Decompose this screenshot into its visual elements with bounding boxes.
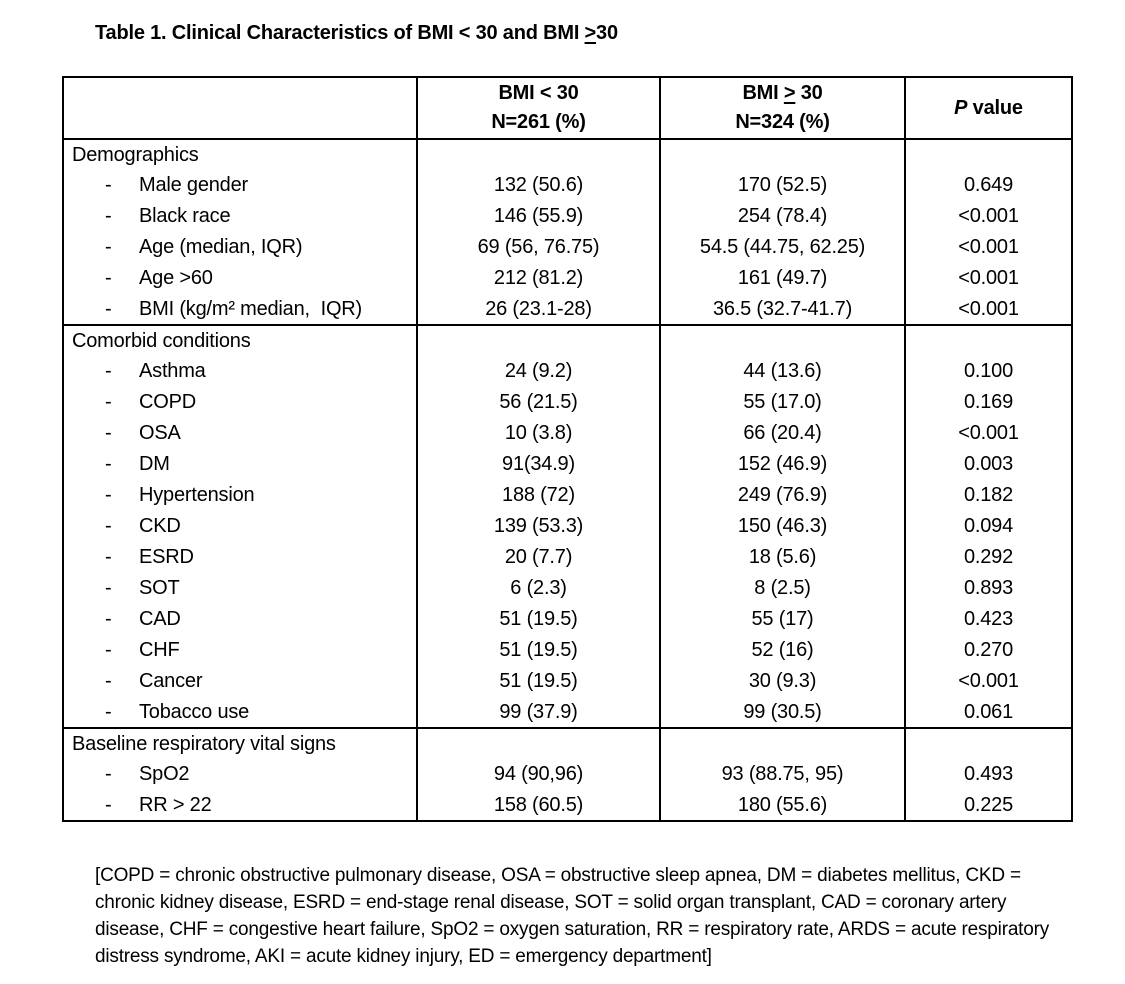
value-pvalue: 0.649	[905, 170, 1072, 201]
value-pvalue: <0.001	[905, 263, 1072, 294]
section-header-row	[63, 728, 1072, 759]
row-bullet: -	[105, 453, 112, 475]
value-bmi-lt30: 24 (9.2)	[417, 356, 660, 387]
value-bmi-lt30: 10 (3.8)	[417, 418, 660, 449]
row-label-cell	[63, 418, 417, 449]
row-label: DM	[139, 453, 170, 475]
row-label-cell	[63, 697, 417, 728]
row-label-cell	[63, 511, 417, 542]
table-row	[63, 542, 1072, 573]
row-label: Male gender	[139, 174, 248, 196]
value-bmi-lt30: 132 (50.6)	[417, 170, 660, 201]
row-label-cell	[63, 666, 417, 697]
header-bmi-ge30-line2: N=324 (%)	[735, 111, 830, 133]
value-bmi-lt30: 51 (19.5)	[417, 604, 660, 635]
row-bullet: -	[105, 670, 112, 692]
value-pvalue: 0.225	[905, 790, 1072, 821]
header-cell-empty	[63, 77, 417, 139]
value-bmi-lt30: 26 (23.1-28)	[417, 294, 660, 325]
row-label-cell	[63, 790, 417, 821]
table-row	[63, 418, 1072, 449]
table-row	[63, 604, 1072, 635]
section-label-cell: Baseline respiratory vital signs	[63, 728, 417, 759]
value-bmi-lt30: 20 (7.7)	[417, 542, 660, 573]
table-row	[63, 511, 1072, 542]
value-bmi-lt30: 69 (56, 76.75)	[417, 232, 660, 263]
row-label-cell	[63, 263, 417, 294]
value-bmi-ge30: 161 (49.7)	[660, 263, 905, 294]
row-label-cell	[63, 356, 417, 387]
section-header-row	[63, 139, 1072, 170]
header-bmi-ge30-line1: BMI > 30	[742, 82, 823, 104]
value-bmi-ge30: 8 (2.5)	[660, 573, 905, 604]
value-bmi-ge30: 54.5 (44.75, 62.25)	[660, 232, 905, 263]
row-label: ESRD	[139, 546, 194, 568]
empty-cell	[417, 728, 660, 759]
clinical-characteristics-table	[62, 76, 1073, 822]
table-row	[63, 170, 1072, 201]
table-row	[63, 480, 1072, 511]
row-label: CAD	[139, 608, 181, 630]
value-pvalue: 0.423	[905, 604, 1072, 635]
row-bullet: -	[105, 546, 112, 568]
row-label: Age (median, IQR)	[139, 236, 303, 258]
empty-cell	[660, 728, 905, 759]
section-label-cell: Comorbid conditions	[63, 325, 417, 356]
row-label: Asthma	[139, 360, 206, 382]
row-bullet: -	[105, 391, 112, 413]
value-bmi-lt30: 212 (81.2)	[417, 263, 660, 294]
value-pvalue: <0.001	[905, 418, 1072, 449]
row-bullet: -	[105, 639, 112, 661]
row-label-cell	[63, 201, 417, 232]
table-row	[63, 635, 1072, 666]
row-label: Black race	[139, 205, 231, 227]
value-bmi-ge30: 93 (88.75, 95)	[660, 759, 905, 790]
value-bmi-lt30: 188 (72)	[417, 480, 660, 511]
value-pvalue: 0.292	[905, 542, 1072, 573]
table-row	[63, 356, 1072, 387]
section-header-row	[63, 325, 1072, 356]
row-label-cell	[63, 759, 417, 790]
value-bmi-lt30: 146 (55.9)	[417, 201, 660, 232]
greater-equal-symbol: >	[783, 82, 796, 104]
table-row	[63, 387, 1072, 418]
value-pvalue: 0.893	[905, 573, 1072, 604]
row-label: SOT	[139, 577, 180, 599]
row-bullet: -	[105, 577, 112, 599]
empty-cell	[417, 139, 660, 170]
value-pvalue: 0.061	[905, 697, 1072, 728]
value-pvalue: 0.270	[905, 635, 1072, 666]
table-title	[95, 22, 1125, 45]
row-label: COPD	[139, 391, 196, 413]
row-label: Tobacco use	[139, 700, 250, 723]
row-bullet: -	[105, 515, 112, 537]
empty-cell	[417, 325, 660, 356]
value-pvalue: <0.001	[905, 232, 1072, 263]
row-bullet: -	[105, 422, 112, 444]
table-row	[63, 294, 1072, 325]
header-cell-pvalue: P value	[905, 77, 1072, 139]
empty-cell	[905, 325, 1072, 356]
value-bmi-lt30: 91(34.9)	[417, 449, 660, 480]
value-bmi-ge30: 180 (55.6)	[660, 790, 905, 821]
value-pvalue: 0.100	[905, 356, 1072, 387]
value-bmi-lt30: 51 (19.5)	[417, 635, 660, 666]
table-row	[63, 759, 1072, 790]
value-bmi-ge30: 30 (9.3)	[660, 666, 905, 697]
row-bullet: -	[105, 484, 112, 506]
row-bullet: -	[105, 174, 112, 196]
value-bmi-ge30: 150 (46.3)	[660, 511, 905, 542]
row-bullet: -	[105, 763, 112, 785]
row-label-cell	[63, 604, 417, 635]
value-bmi-lt30: 99 (37.9)	[417, 697, 660, 728]
value-bmi-ge30: 170 (52.5)	[660, 170, 905, 201]
table-row	[63, 232, 1072, 263]
row-label-cell	[63, 232, 417, 263]
header-row	[63, 77, 1072, 139]
row-label-cell	[63, 480, 417, 511]
value-bmi-lt30: 51 (19.5)	[417, 666, 660, 697]
row-bullet: -	[105, 608, 112, 630]
table-title-suffix: 30	[596, 22, 618, 44]
value-bmi-ge30: 152 (46.9)	[660, 449, 905, 480]
row-bullet: -	[105, 205, 112, 227]
header-cell-bmi-ge30	[660, 77, 905, 139]
value-bmi-ge30: 249 (76.9)	[660, 480, 905, 511]
pvalue-p-italic: P	[954, 96, 968, 119]
row-label-cell	[63, 294, 417, 325]
row-label: Hypertension	[139, 484, 255, 506]
row-label-cell	[63, 573, 417, 604]
value-bmi-ge30: 254 (78.4)	[660, 201, 905, 232]
value-bmi-ge30: 66 (20.4)	[660, 418, 905, 449]
value-pvalue: 0.169	[905, 387, 1072, 418]
value-pvalue: <0.001	[905, 294, 1072, 325]
table-row	[63, 666, 1072, 697]
value-bmi-ge30: 55 (17.0)	[660, 387, 905, 418]
value-bmi-ge30: 99 (30.5)	[660, 697, 905, 728]
empty-cell	[905, 139, 1072, 170]
value-bmi-lt30: 139 (53.3)	[417, 511, 660, 542]
table-row	[63, 201, 1072, 232]
row-label-cell	[63, 387, 417, 418]
row-bullet: -	[105, 700, 112, 723]
value-bmi-lt30: 158 (60.5)	[417, 790, 660, 821]
greater-equal-symbol: >	[584, 22, 597, 44]
row-label: CKD	[139, 515, 181, 537]
value-bmi-ge30: 36.5 (32.7-41.7)	[660, 294, 905, 325]
value-pvalue: 0.003	[905, 449, 1072, 480]
value-bmi-lt30: 94 (90,96)	[417, 759, 660, 790]
empty-cell	[905, 728, 1072, 759]
row-label-cell	[63, 449, 417, 480]
value-pvalue: <0.001	[905, 201, 1072, 232]
header-bmi-lt30-line2: N=261 (%)	[491, 111, 586, 133]
table-row	[63, 263, 1072, 294]
row-label: BMI (kg/m² median, IQR)	[139, 297, 363, 320]
row-label-cell	[63, 170, 417, 201]
row-bullet: -	[105, 793, 112, 816]
value-bmi-ge30: 52 (16)	[660, 635, 905, 666]
row-label: RR > 22	[139, 793, 212, 816]
header-cell-bmi-lt30	[417, 77, 660, 139]
row-label: CHF	[139, 639, 180, 661]
value-bmi-lt30: 56 (21.5)	[417, 387, 660, 418]
value-bmi-ge30: 18 (5.6)	[660, 542, 905, 573]
value-pvalue: 0.493	[905, 759, 1072, 790]
table-row	[63, 573, 1072, 604]
header-bmi-lt30-line1: BMI < 30	[498, 82, 579, 104]
abbreviations-footnote: [COPD = chronic obstructive pulmonary disease, OSA = obstructive sleep apnea, DM = diabetes mellitus, CKD = chronic kidney disease, ESRD = end-stage renal disease, SOT = solid organ transplant, CAD = coronary artery disease, CHF = congestive heart failure, SpO2 = oxygen saturation, RR = respiratory rate, ARDS = acute respiratory distress syndrome, AKI = acute kidney injury, ED = emergency department]	[95, 865, 1050, 967]
table-row	[63, 790, 1072, 821]
row-label-cell	[63, 542, 417, 573]
table-title-prefix: Table 1. Clinical Characteristics of BMI < 30 and BMI	[95, 22, 585, 44]
value-pvalue: 0.182	[905, 480, 1072, 511]
value-bmi-lt30: 6 (2.3)	[417, 573, 660, 604]
value-bmi-ge30: 44 (13.6)	[660, 356, 905, 387]
table-row	[63, 449, 1072, 480]
row-label: Cancer	[139, 670, 203, 692]
row-bullet: -	[105, 236, 112, 258]
row-label: OSA	[139, 422, 181, 444]
value-pvalue: <0.001	[905, 666, 1072, 697]
row-label: Age >60	[139, 267, 213, 289]
value-pvalue: 0.094	[905, 511, 1072, 542]
empty-cell	[660, 139, 905, 170]
row-bullet: -	[105, 267, 112, 289]
row-bullet: -	[105, 360, 112, 382]
row-label: SpO2	[139, 763, 190, 785]
section-label-cell: Demographics	[63, 139, 417, 170]
table-row	[63, 697, 1072, 728]
row-bullet: -	[105, 297, 112, 320]
row-label-cell	[63, 635, 417, 666]
value-bmi-ge30: 55 (17)	[660, 604, 905, 635]
empty-cell	[660, 325, 905, 356]
